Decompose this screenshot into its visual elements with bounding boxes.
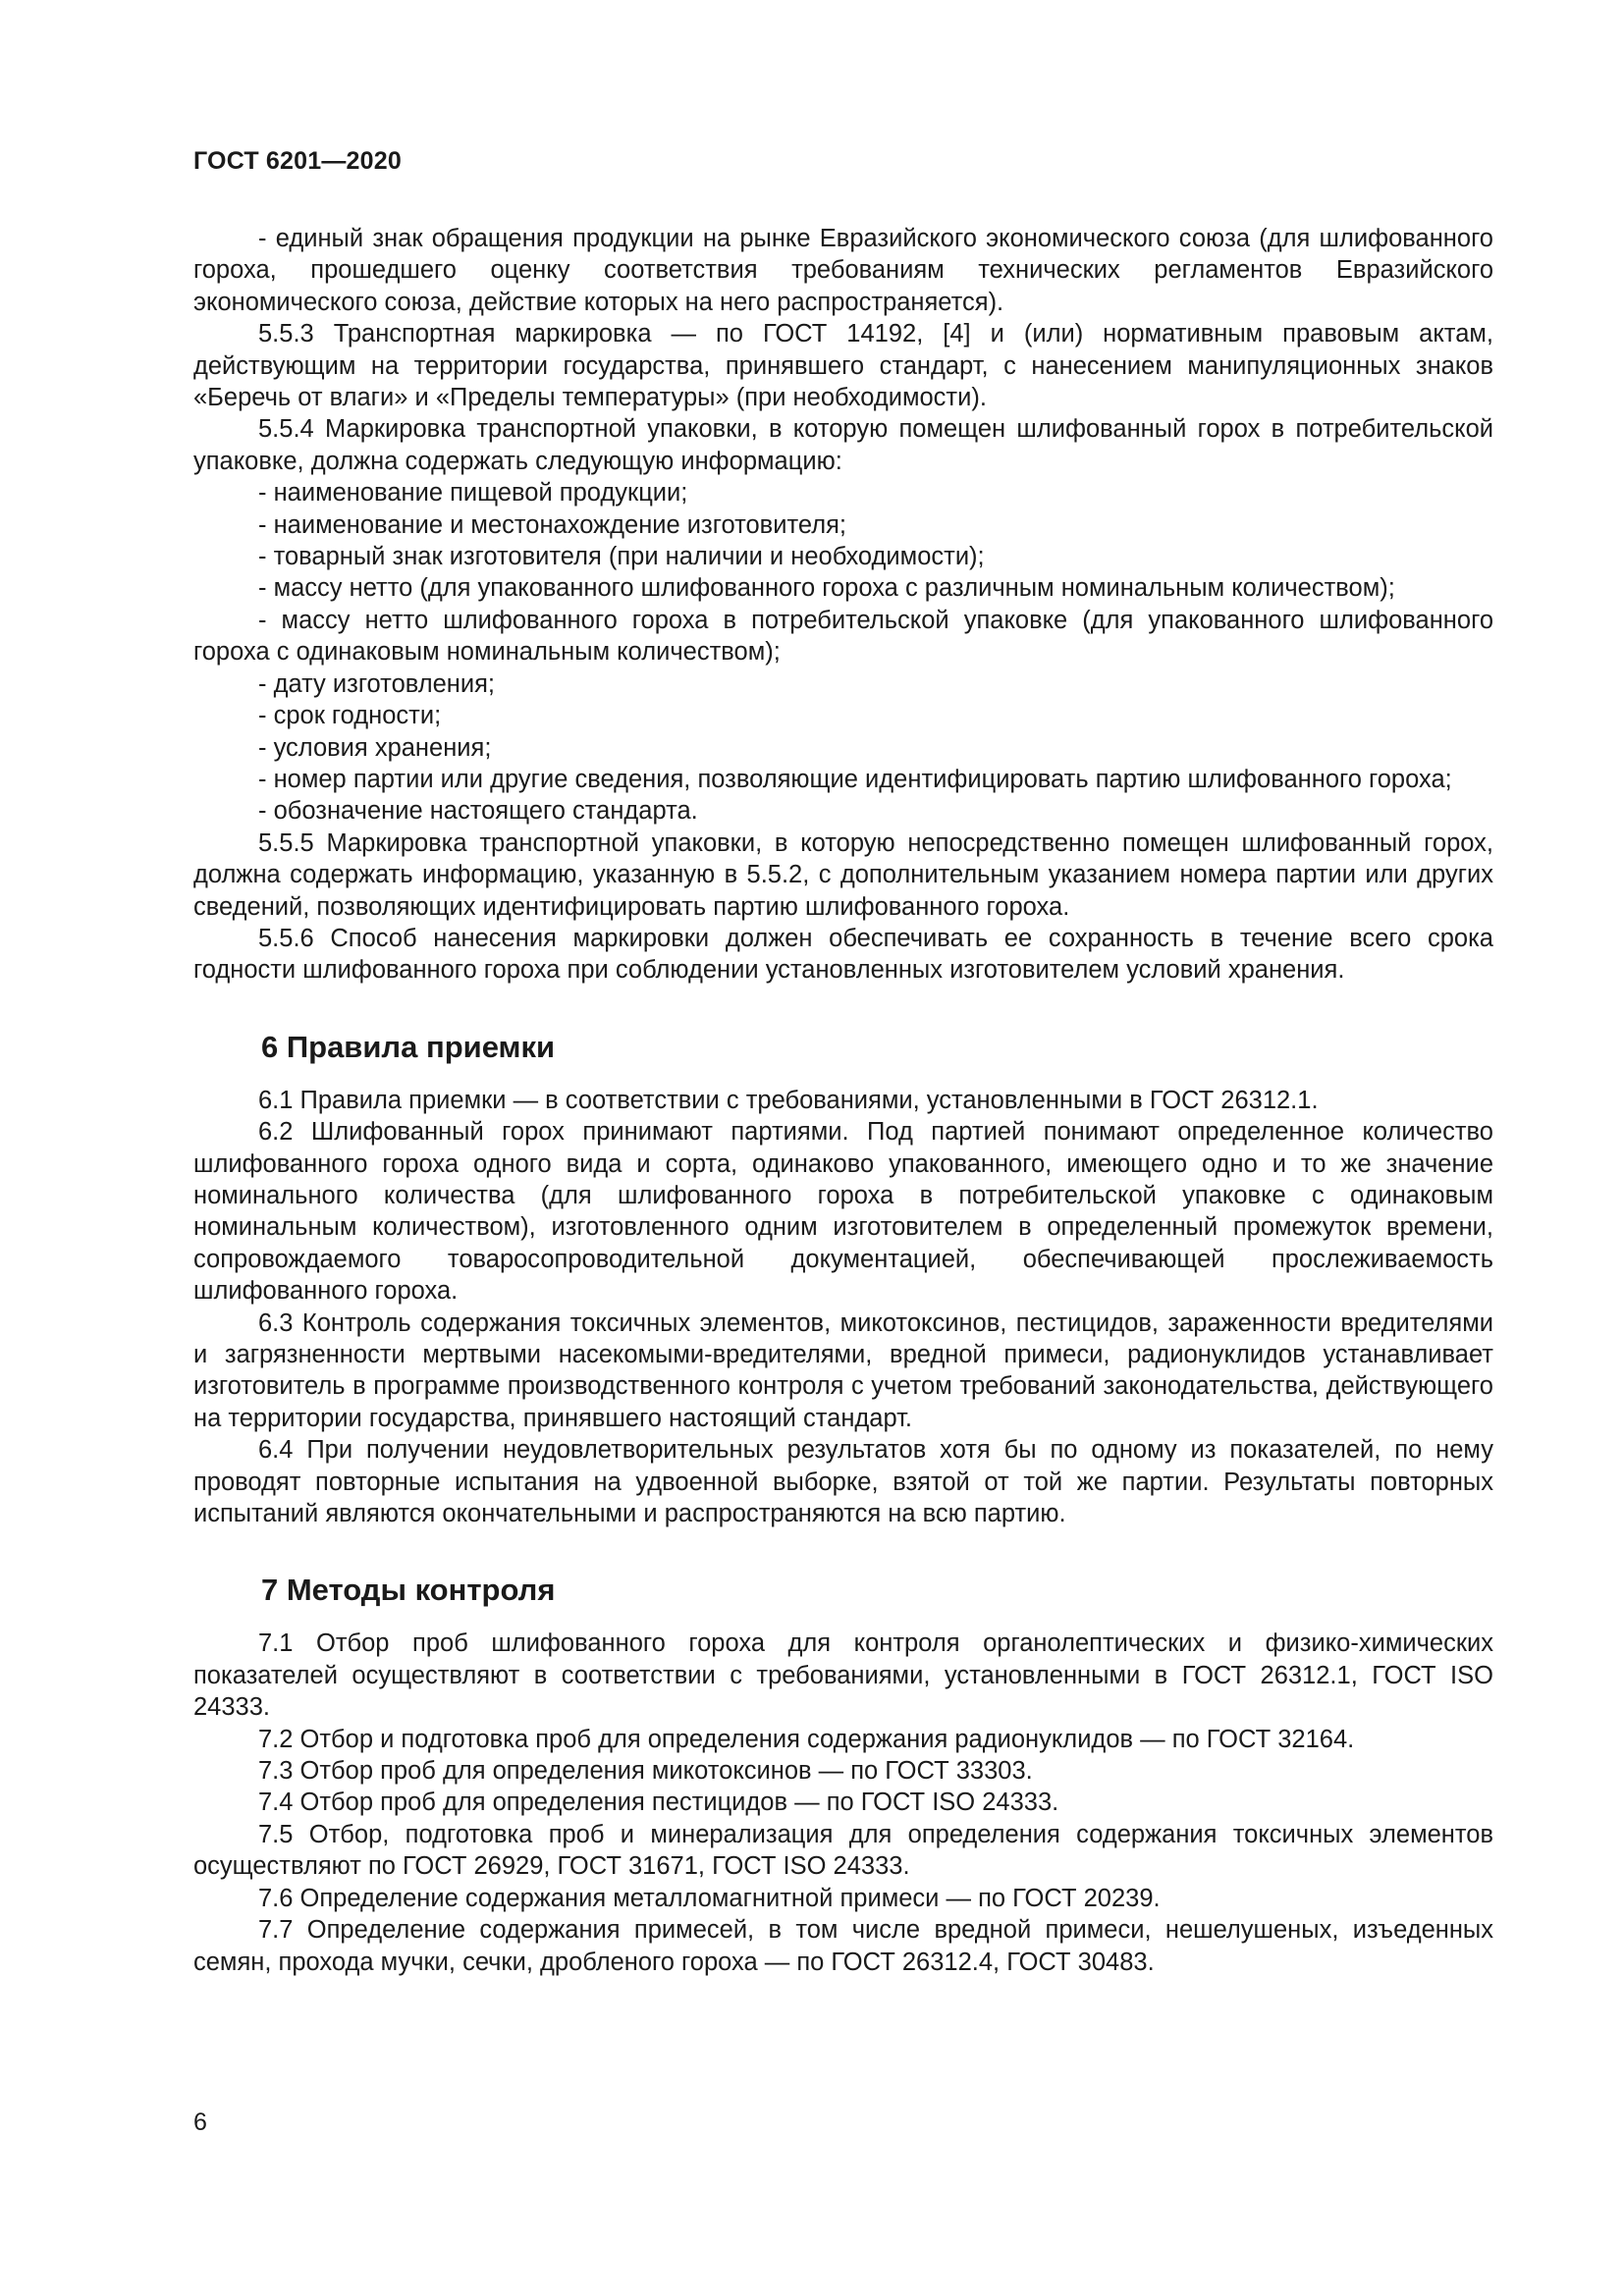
list-item: - дату изготовления; xyxy=(258,669,495,698)
list-item: - массу нетто шлифованного гороха в потребительской упаковке (для упакованного шлифованного гороха с одинаковым номинальным количеством); xyxy=(193,606,1493,667)
list-item: - наименование и местонахождение изготовителя; xyxy=(258,510,846,539)
paragraph: 5.5.3 Транспортная маркировка — по ГОСТ 14192, [4] и (или) нормативным правовым актам, действующим на территории государства, принявшего стандарт, с нанесением манипуляционных знаков «Беречь от влаги» и «Пределы температуры» (при необходимости). xyxy=(193,320,1493,412)
paragraph: 5.5.5 Маркировка транспортной упаковки, в которую непосредственно помещен шлифованный горох, должна содержать информацию, указанную в 5.5.2, с дополнительным указанием номера партии или других сведений, позволяющих идентифицировать партию шлифованного гороха. xyxy=(193,828,1493,921)
section-title: 6 Правила приемки xyxy=(261,1029,556,1064)
paragraph: 5.5.4 Маркировка транспортной упаковки, в которую помещен шлифованный горох в потребительской упаковке, должна содержать следующую информацию: xyxy=(193,415,1493,475)
paragraph: 6.1 Правила приемки — в соответствии с требованиями, установленными в ГОСТ 26312.1. xyxy=(258,1086,1319,1114)
paragraph: - единый знак обращения продукции на рынке Евразийского экономического союза (для шлифованного гороха, прошедшего оценку соответствия требованиям технических регламентов Евразийского экономического союза, действие которых на него распространяется). xyxy=(193,225,1493,316)
paragraph: 7.4 Отбор проб для определения пестицидов — по ГОСТ ISO 24333. xyxy=(258,1789,1059,1817)
list-item: - условия хранения; xyxy=(258,733,492,762)
list-item: - товарный знак изготовителя (при наличии и необходимости); xyxy=(258,543,985,571)
list-item: - срок годности; xyxy=(258,702,442,730)
paragraph: 6.4 При получении неудовлетворительных результатов хотя бы по одному из показателей, по нему проводят повторные испытания на удвоенной выборке, взятой от той же партии. Результаты повторных испытаний являются окончательными и распространяются на всю партию. xyxy=(193,1436,1493,1528)
list-item: - обозначение настоящего стандарта. xyxy=(258,797,698,826)
section-title: 7 Методы контроля xyxy=(261,1573,556,1608)
paragraph: 6.3 Контроль содержания токсичных элементов, микотоксинов, пестицидов, зараженности вредителями и загрязненности мертвыми насекомыми-вредителями, вредной примеси, радионуклидов устанавливает изготовитель в программе производственного контроля с учетом требований законодательства, действующего на территории государства, принявшего настоящий стандарт. xyxy=(193,1308,1493,1432)
paragraph: 7.3 Отбор проб для определения микотоксинов — по ГОСТ 33303. xyxy=(258,1757,1033,1786)
document-body xyxy=(193,223,1493,1978)
paragraph: 7.5 Отбор, подготовка проб и минерализация для определения содержания токсичных элементов осуществляют по ГОСТ 26929, ГОСТ 31671, ГОСТ ISO 24333. xyxy=(193,1820,1493,1881)
paragraph: 6.2 Шлифованный горох принимают партиями. Под партией понимают определенное количество шлифованного гороха одного вида и сорта, одинаково упакованного, имеющего одно и то же значение номинального количества (для шлифованного гороха в потребительской упаковке с одинаковым номинальным количеством), изготовленного одним изготовителем в определенный промежуток времени, сопровождаемого товаросопроводительной документацией, обеспечивающей прослеживаемость шлифованного гороха. xyxy=(193,1118,1493,1306)
paragraph: 5.5.6 Способ нанесения маркировки должен обеспечивать ее сохранность в течение всего срока годности шлифованного гороха при соблюдении установленных изготовителем условий хранения. xyxy=(193,924,1493,985)
page-number: 6 xyxy=(193,2109,207,2136)
paragraph: 7.6 Определение содержания металломагнитной примеси — по ГОСТ 20239. xyxy=(258,1884,1161,1912)
document-header: ГОСТ 6201—2020 xyxy=(193,147,402,175)
paragraph: 7.1 Отбор проб шлифованного гороха для контроля органолептических и физико-химических показателей осуществляют в соответствии с требованиями, установленными в ГОСТ 26312.1, ГОСТ ISO 24333. xyxy=(193,1629,1493,1722)
list-item: - наименование пищевой продукции; xyxy=(258,479,688,507)
list-item: - массу нетто (для упакованного шлифованного гороха с различным номинальным количеством); xyxy=(258,574,1395,603)
paragraph: 7.2 Отбор и подготовка проб для определения содержания радионуклидов — по ГОСТ 32164. xyxy=(258,1725,1355,1753)
paragraph: 7.7 Определение содержания примесей, в том числе вредной примеси, нешелушеных, изъеденных семян, прохода мучки, сечки, дробленого гороха — по ГОСТ 26312.4, ГОСТ 30483. xyxy=(193,1916,1493,1976)
list-item: - номер партии или другие сведения, позволяющие идентифицировать партию шлифованного гороха; xyxy=(258,765,1452,793)
